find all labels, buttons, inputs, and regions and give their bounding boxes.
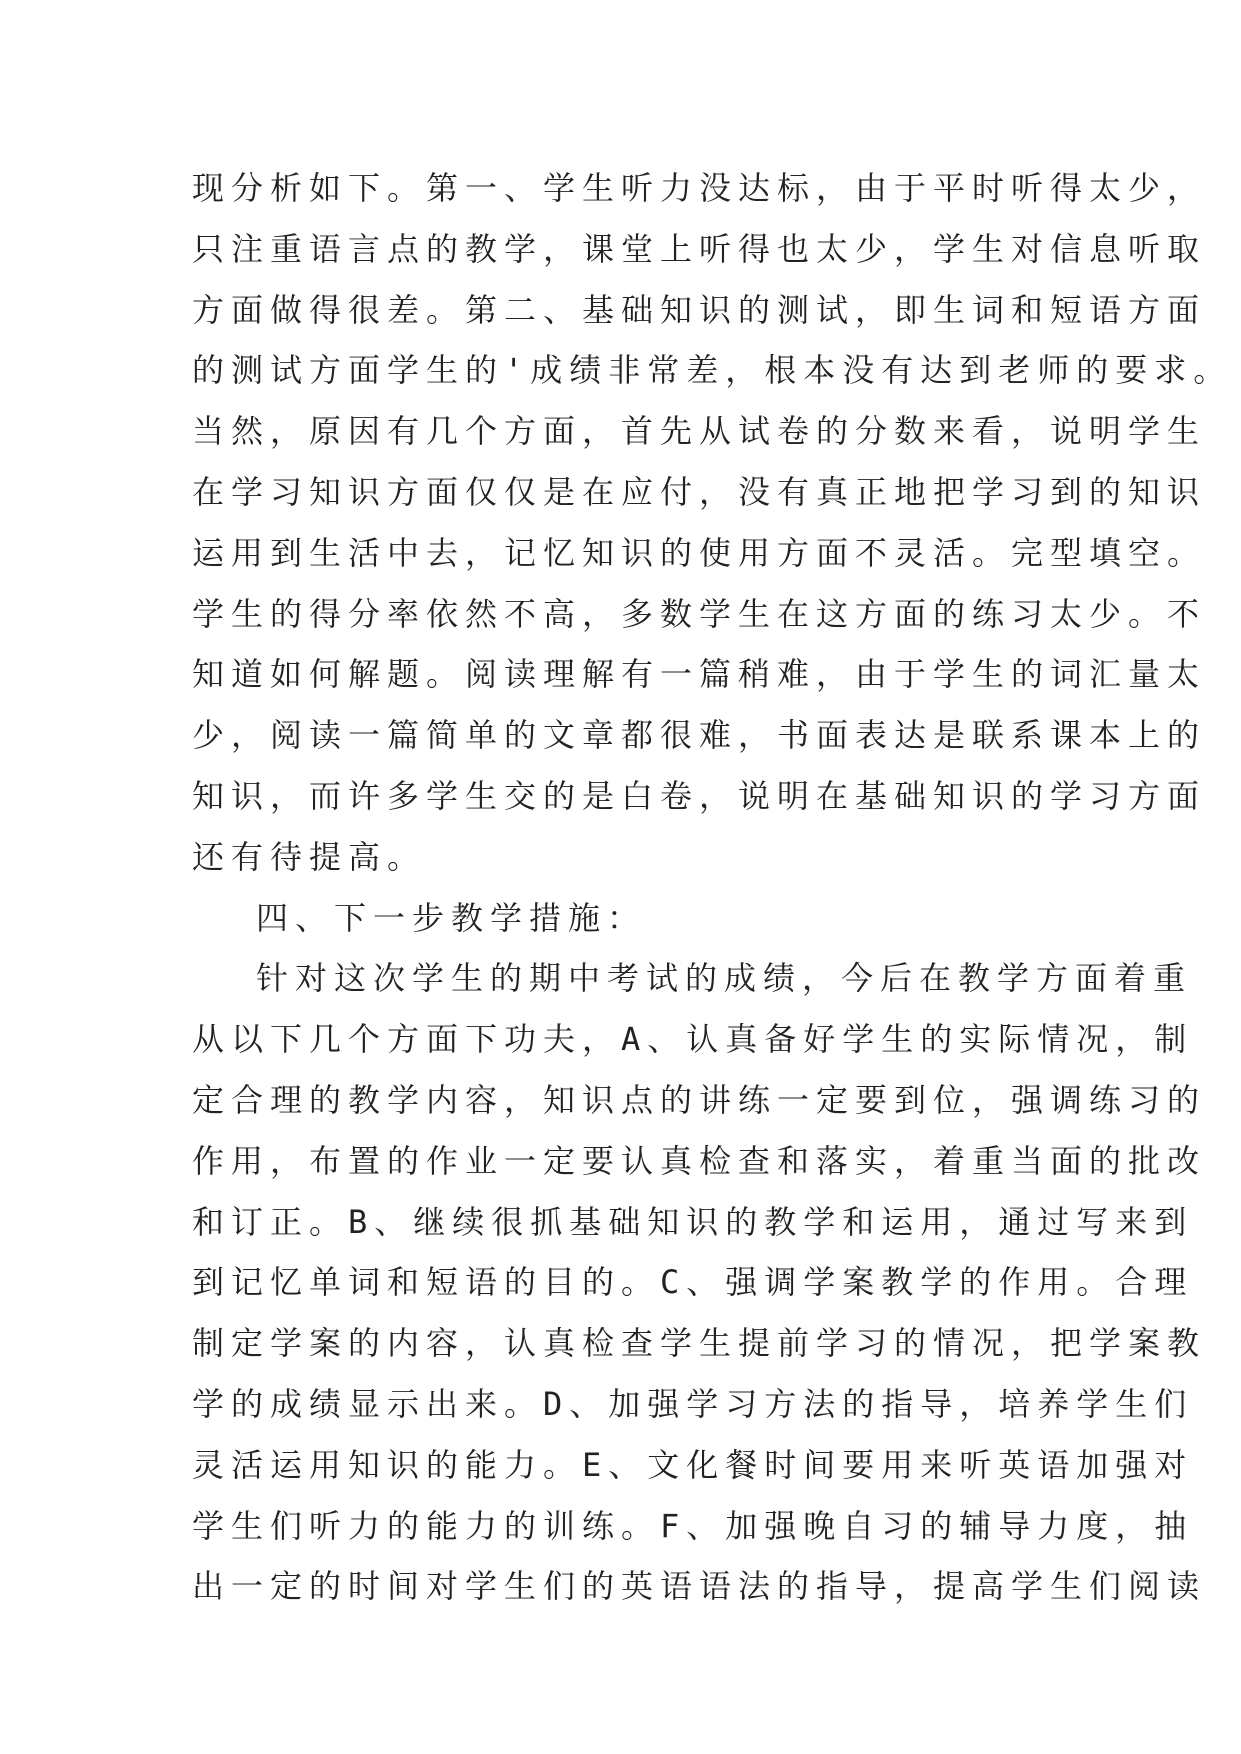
text-line: 运用到生活中去，记忆知识的使用方面不灵活。完型填空。 [192, 533, 1207, 572]
text-line: 制定学案的内容，认真检查学生提前学习的情况，把学案教 [192, 1324, 1207, 1363]
text-line: 定合理的教学内容，知识点的讲练一定要到位，强调练习的 [192, 1080, 1207, 1119]
text-line: 现分析如下。第一、学生听力没达标，由于平时听得太少， [192, 169, 1207, 207]
text-line: 出一定的时间对学生们的英语语法的指导，提高学生们阅读 [192, 1567, 1207, 1606]
text-line: 到记忆单词和短语的目的。C、强调学案教学的作用。合理 [192, 1263, 1194, 1302]
text-line: 只注重语言点的教学，课堂上听得也太少，学生对信息听取 [192, 229, 1207, 268]
text-line: 知道如何解题。阅读理解有一篇稍难，由于学生的词汇量太 [192, 655, 1207, 694]
text-line: 还有待提高。 [192, 837, 427, 876]
text-line: 的测试方面学生的'成绩非常差，根本没有达到老师的要求。 [192, 351, 1233, 390]
text-line: 知识，而许多学生交的是白卷，说明在基础知识的学习方面 [192, 776, 1207, 815]
text-line: 作用，布置的作业一定要认真检查和落实，着重当面的批改 [192, 1141, 1207, 1180]
text-line: 灵活运用知识的能力。E、文化餐时间要用来听英语加强对 [192, 1445, 1194, 1484]
text-line: 当然，原因有几个方面，首先从试卷的分数来看，说明学生 [192, 412, 1207, 451]
text-line: 和订正。B、继续很抓基础知识的教学和运用，通过写来到 [192, 1202, 1194, 1241]
text-line: 从以下几个方面下功夫，A、认真备好学生的实际情况，制 [192, 1020, 1194, 1059]
text-line: 少，阅读一篇简单的文章都很难，书面表达是联系课本上的 [192, 716, 1207, 755]
body-text [192, 158, 1233, 1617]
paragraph-first-line: 针对这次学生的期中考试的成绩，今后在教学方面着重 [256, 959, 1193, 998]
text-line: 在学习知识方面仅仅是在应付，没有真正地把学习到的知识 [192, 472, 1207, 511]
text-line: 学生的得分率依然不高，多数学生在这方面的练习太少。不 [192, 594, 1207, 633]
text-line: 学的成绩显示出来。D、加强学习方法的指导，培养学生们 [192, 1384, 1194, 1423]
text-line: 方面做得很差。第二、基础知识的测试，即生词和短语方面 [192, 290, 1207, 329]
text-line: 学生们听力的能力的训练。F、加强晚自习的辅导力度，抽 [192, 1506, 1194, 1545]
section-heading: 四、下一步教学措施： [256, 898, 647, 937]
